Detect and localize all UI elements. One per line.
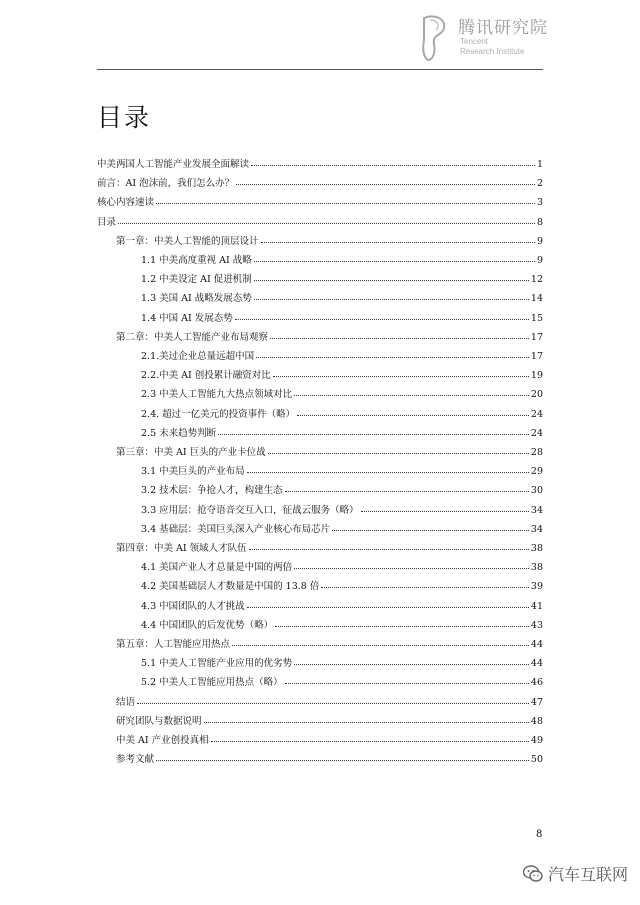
toc-entry-label: 1.1 中美高度重视 AI 战略 [141,255,252,266]
toc-entry[interactable] [141,650,543,669]
toc-entry[interactable] [141,247,543,266]
toc-entry-page: 14 [530,293,543,305]
toc-dot-leader [118,222,535,224]
toc-entry-label: 4.2 美国基础层人才数量是中国的 13.8 倍 [141,581,320,593]
toc-dot-leader [251,164,535,166]
logo-chinese-name: 腾讯研究院 [458,18,548,38]
toc-entry[interactable] [141,343,543,362]
page-header [0,0,640,80]
header-divider [97,69,543,70]
toc-entry-page: 38 [530,543,543,554]
toc-entry[interactable] [141,305,543,324]
toc-entry-label: 2.1.美过企业总量远超中国 [141,351,255,362]
toc-entry-label: 目录 [97,216,117,228]
toc-entry-page: 17 [530,351,543,362]
toc-entry[interactable] [141,573,543,592]
toc-entry-page: 8 [536,216,543,228]
toc-dot-leader [273,375,529,377]
toc-entry-page: 48 [530,715,543,727]
toc-entry-page: 9 [536,255,543,266]
toc-entry-page: 28 [530,447,543,458]
toc-entry-page: 29 [530,466,543,478]
toc-entry-label: 2.4. 超过一亿美元的投资事件（略） [141,408,296,420]
page-title: 目录 [97,103,152,132]
toc-dot-leader [236,183,535,185]
toc-dot-leader [204,721,529,723]
toc-entry[interactable] [141,497,543,516]
toc-dot-leader [268,452,529,454]
tencent-research-logo-icon [420,14,450,62]
toc-entry[interactable] [97,189,543,208]
toc-dot-leader [156,202,535,204]
toc-entry-page: 44 [530,639,543,650]
toc-dot-leader [294,567,529,569]
watermark-text: 汽车互联网 [547,865,628,884]
toc-entry-page: 19 [530,370,543,382]
toc-entry-page: 46 [530,677,543,689]
logo-english-line2: Research Institute [460,47,525,56]
toc-entry[interactable] [116,439,543,458]
toc-entry-label: 4.1 美国产业人才总量是中国的两倍 [141,562,293,574]
toc-entry-label: 2.2.中美 AI 创投累计融资对比 [141,370,271,382]
toc-entry-label: 第二章：中美人工智能产业布局观察 [116,331,269,343]
toc-dot-leader [254,260,535,262]
toc-entry[interactable] [141,381,543,400]
toc-entry[interactable] [141,458,543,477]
toc-entry-page: 1 [536,159,543,170]
wechat-icon [522,863,544,885]
toc-dot-leader [294,663,529,665]
toc-entry-label: 4.4 中国团队的后发优势（略） [141,619,274,631]
toc-dot-leader [361,510,529,512]
toc-entry-page: 44 [530,658,543,670]
toc-dot-leader [270,337,529,339]
toc-entry[interactable] [141,612,543,631]
toc-entry-page: 24 [530,427,543,439]
toc-dot-leader [285,682,529,684]
toc-dot-leader [297,414,529,416]
toc-dot-leader [232,644,529,646]
toc-dot-leader [285,490,529,492]
toc-dot-leader [247,471,529,473]
toc-entry[interactable] [141,554,543,573]
toc-dot-leader [294,394,529,396]
toc-entry-page: 38 [530,562,543,574]
toc-entry-label: 3.2 技术层：争抢人才，构建生态 [141,485,283,497]
toc-entry-label: 中美两国人工智能产业发展全面解读 [97,159,250,170]
toc-entry-page: 24 [530,408,543,420]
toc-dot-leader [261,241,535,243]
toc-entry-page: 30 [530,485,543,497]
toc-entry-page: 12 [530,274,543,286]
toc-entry-label: 第一章：中美人工智能的顶层设计 [116,235,259,247]
toc-entry-label: 2.3 中美人工智能九大热点领域对比 [141,389,293,401]
toc-dot-leader [275,625,529,627]
toc-entry[interactable] [141,285,543,304]
toc-entry-page: 34 [530,523,543,535]
toc-entry[interactable] [141,420,543,439]
toc-entry[interactable] [116,631,543,650]
toc-entry[interactable] [116,689,543,708]
toc-entry-label: 中美 AI 产业创投真相 [116,735,209,746]
toc-dot-leader [249,548,529,550]
toc-entry-page: 9 [536,235,543,247]
toc-entry[interactable] [141,401,543,420]
toc-entry-page: 20 [530,389,543,401]
toc-dot-leader [256,356,529,358]
toc-entry-label: 1.4 中国 AI 发展态势 [141,312,233,324]
toc-entry[interactable] [116,708,543,727]
toc-entry-label: 5.2 中美人工智能应用热点（略） [141,677,283,689]
toc-dot-leader [254,279,529,281]
toc-dot-leader [332,529,529,531]
toc-entry-page: 47 [530,696,543,708]
toc-entry[interactable] [97,151,543,170]
logo-english-line1: Tencent [460,37,489,46]
toc-entry-page: 50 [530,754,543,766]
toc-dot-leader [137,702,529,704]
toc-entry-label: 结语 [116,696,136,708]
toc-entry-label: 2.5 未来趋势判断 [141,427,217,439]
toc-dot-leader [156,759,529,761]
toc-entry-page: 3 [536,197,543,209]
toc-entry-label: 核心内容速读 [97,197,155,209]
toc-entry-page: 49 [530,735,543,746]
toc-entry-page: 34 [530,504,543,516]
toc-dot-leader [211,740,529,742]
toc-entry-label: 4.3 中国团队的人才挑战 [141,600,245,612]
toc-entry-label: 1.2 中美设定 AI 促进机制 [141,274,252,286]
toc-entry-label: 第四章：中美 AI 领域人才队伍 [116,543,247,554]
toc-entry-label: 3.4 基础层：美国巨头深入产业核心布局芯片 [141,523,331,535]
toc-entry-label: 前言：AI 泡沫前，我们怎么办？ [97,178,235,190]
toc-entry[interactable] [141,266,543,285]
page-number: 8 [536,829,543,840]
toc-dot-leader [321,586,529,588]
toc-entry[interactable] [141,516,543,535]
toc-entry[interactable] [97,209,543,228]
toc-dot-leader [235,318,529,320]
toc-entry[interactable] [116,324,543,343]
toc-entry-label: 3.1 中美巨头的产业布局 [141,466,245,478]
toc-entry[interactable] [116,727,543,746]
toc-entry-label: 第五章：人工智能应用热点 [116,639,231,650]
toc-entry[interactable] [141,477,543,496]
toc-entry-page: 43 [530,619,543,631]
toc-entry[interactable] [116,535,543,554]
toc-entry-page: 17 [530,331,543,343]
toc-dot-leader [218,433,529,435]
toc-entry-label: 参考文献 [116,754,155,766]
toc-entry-label: 5.1 中美人工智能产业应用的优劣势 [141,658,293,670]
toc-dot-leader [254,298,529,300]
toc-entry[interactable] [116,746,543,765]
wechat-watermark [522,862,628,885]
toc-entry-page: 2 [536,178,543,190]
toc-entry[interactable] [116,228,543,247]
toc-entry-label: 第三章：中美 AI 巨头的产业卡位战 [116,447,266,458]
toc-entry-page: 41 [530,600,543,612]
toc-entry-label: 研究团队与数据说明 [116,715,202,727]
toc-dot-leader [247,606,529,608]
toc-entry[interactable] [141,362,543,381]
toc-entry-label: 1.3 美国 AI 战略发展态势 [141,293,252,305]
toc-entry[interactable] [141,669,543,688]
toc-entry[interactable] [97,170,543,189]
toc-entry-page: 15 [530,312,543,324]
toc-entry[interactable] [141,593,543,612]
toc-entry-label: 3.3 应用层：抢夺语音交互入口，征战云服务（略） [141,504,359,516]
toc-entry-page: 39 [530,581,543,593]
